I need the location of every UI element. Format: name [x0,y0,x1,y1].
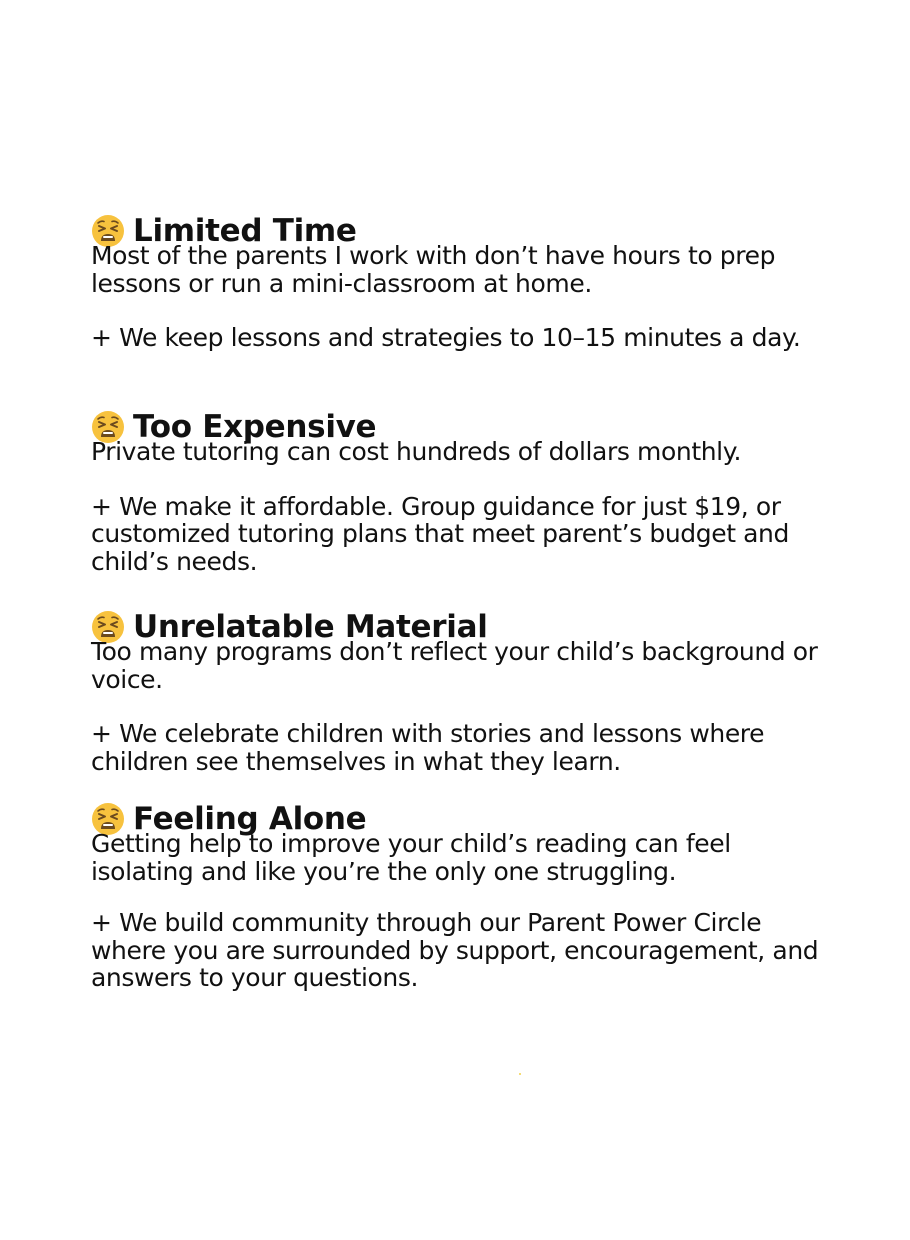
section-title: Too Expensive [133,409,377,445]
section-feeling-alone [91,802,831,992]
section-unrelatable-material [91,610,831,775]
section-title: Unrelatable Material [133,609,488,645]
problem-text: Too many programs don’t reflect your child’s background or voice. [91,637,818,694]
solution-text: + We keep lessons and strategies to 10–15 minutes a day. [91,323,801,352]
section-title: Limited Time [133,213,357,249]
decorative-dot [519,1073,521,1075]
section-too-expensive [91,410,831,575]
problem-text: Private tutoring can cost hundreds of dollars monthly. [91,437,742,466]
solution-text: + We build community through our Parent Power Circle where you are surrounded by support, encouragement, and answers to your questions. [91,908,819,992]
solution-text: + We make it affordable. Group guidance for just $19, or customized tutoring plans that meet parent’s budget and child’s needs. [91,491,789,576]
problem-text: Most of the parents I work with don’t have hours to prep lessons or run a mini-classroom at home. [91,241,776,298]
solution-text: + We celebrate children with stories and lessons where children see themselves in what they learn. [91,719,765,776]
problem-text: Getting help to improve your child’s reading can feel isolating and like you’re the only one struggling. [91,829,731,886]
section-title: Feeling Alone [133,801,367,837]
section-limited-time [91,214,831,352]
